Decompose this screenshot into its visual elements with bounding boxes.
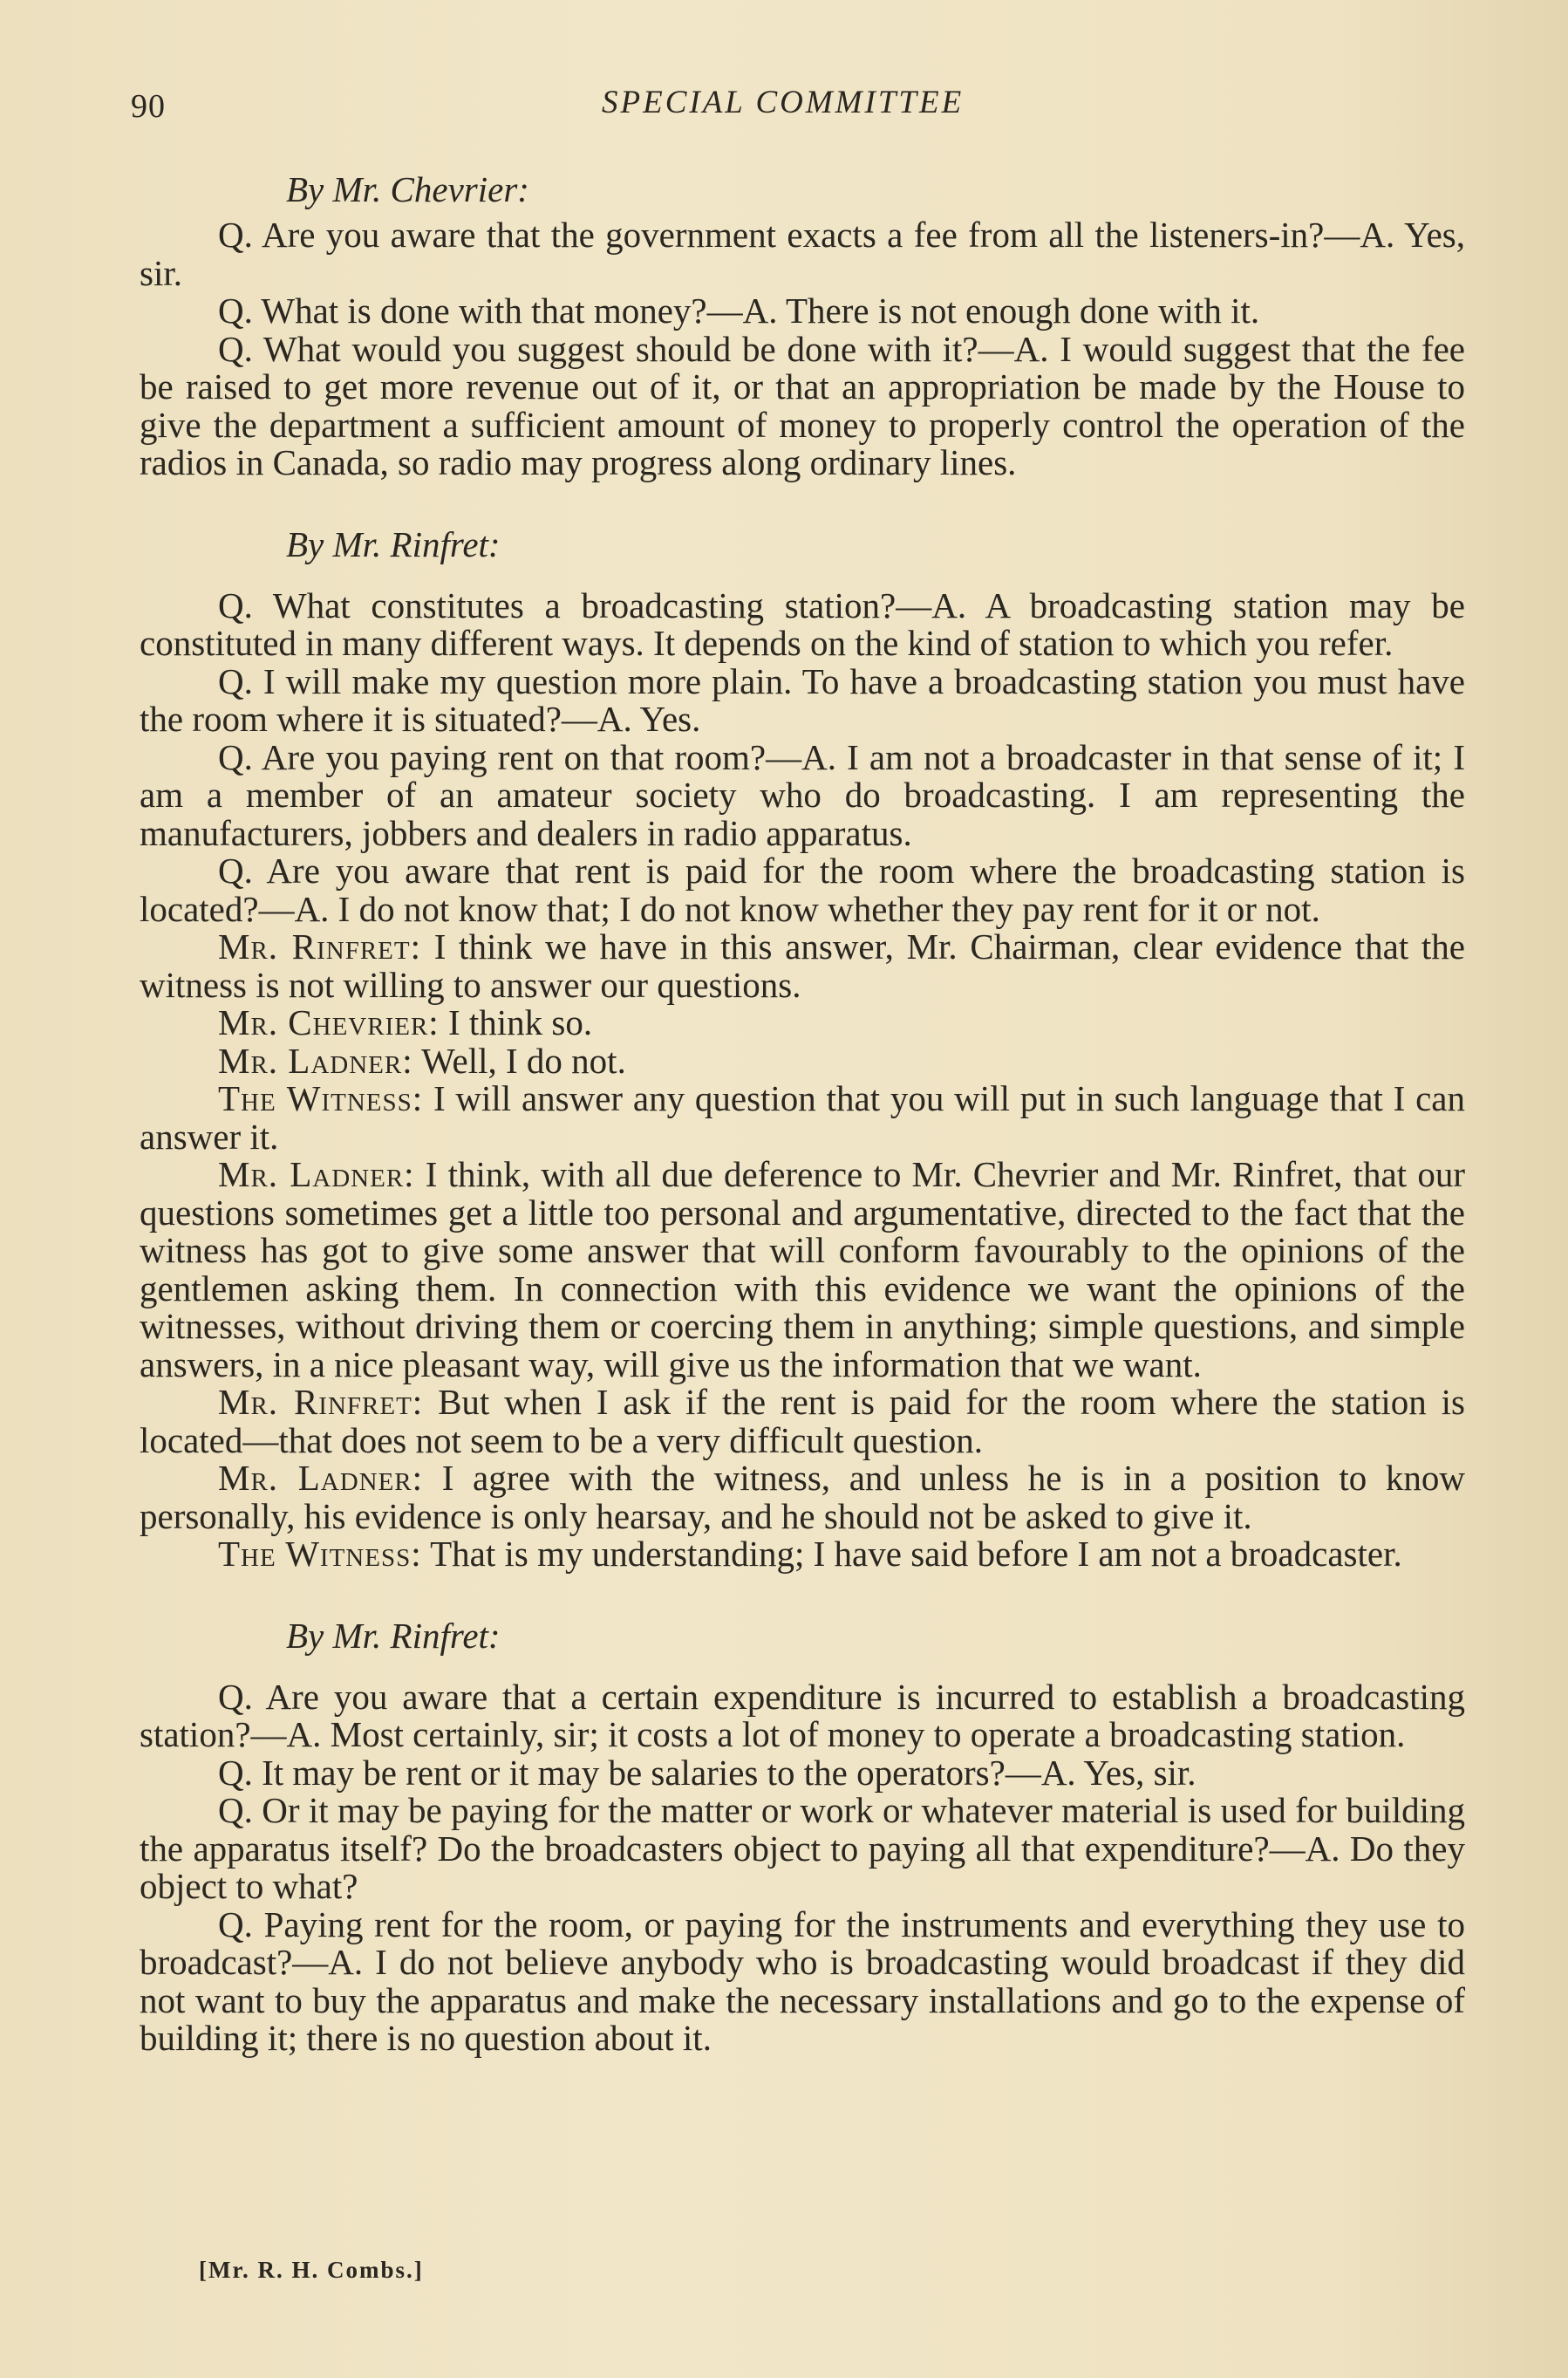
transcript-paragraph [140, 928, 1465, 1004]
paragraph-text: Q. What would you suggest should be done with it?—A. I would suggest that the fee be raised to get more revenue out of it, or that an appropriation be made by the House to give the department a sufficient amount of money to properly control the operation of the radios in Canada, so radio may progress along ordinary lines. [140, 328, 1465, 482]
paragraph-text: I agree with the witness, and unless he is in a position to know personally, his evidence is only hearsay, and he should not be asked to give it. [140, 1458, 1465, 1536]
transcript-paragraph [140, 1080, 1465, 1156]
page-number: 90 [131, 88, 166, 125]
transcript-paragraph [140, 328, 1465, 482]
paragraph-text: I think so. [439, 1002, 593, 1042]
transcript-body [140, 166, 1465, 2058]
paragraph-text: Q. What constitutes a broadcasting station?—A. A broadcasting station may be constituted in many different ways. It depends on the kind of station to which you refer. [140, 584, 1465, 663]
paragraph-text: Q. Are you aware that rent is paid for the room where the broadcasting station is located?—A. I do not know that; I do not know whether they pay rent for it or not. [140, 851, 1465, 929]
speaker-name: Mr. Ladner: [218, 1154, 415, 1194]
transcript-paragraph [140, 852, 1465, 928]
paragraph-text: Q. Are you aware that a certain expenditure is incurred to establish a broadcasting station?—A. Most certainly, sir; it costs a lot of money to operate a broadcasting station. [140, 1676, 1465, 1754]
transcript-paragraph [140, 292, 1465, 331]
paragraph-text: Q. Or it may be paying for the matter or work or whatever material is used for building the apparatus itself? Do the broadcasters object to paying all that expenditure?—A. Do they object to what? [140, 1790, 1465, 1906]
speaker-name: Mr. Ladner: [218, 1040, 413, 1081]
transcript-paragraph [140, 736, 1465, 853]
paragraph-text: Well, I do not. [412, 1040, 626, 1081]
paragraph-text: Q. Are you aware that the government exacts a fee from all the listeners-in?—A. Yes, sir. [140, 215, 1465, 293]
transcript-paragraph [140, 1004, 1465, 1042]
witness-footer-note: [Mr. R. H. Combs.] [199, 2257, 424, 2283]
speaker-name: The Witness: [218, 1534, 422, 1574]
speaker-name: The Witness: [218, 1078, 424, 1118]
paragraph-text: That is my understanding; I have said before I am not a broadcaster. [421, 1534, 1402, 1574]
examiner-by-line: By Mr. Chevrier: [286, 169, 529, 209]
examiner-by-line: By Mr. Rinfret: [286, 523, 501, 564]
paragraph-text: Q. Are you paying rent on that room?—A. I am not a broadcaster in that sense of it; I am a member of an amateur society who do broadcasting. I am representing the manufacturers, jobbers and dealers in radio apparatus. [140, 736, 1465, 853]
speaker-name: Mr. Ladner: [218, 1458, 424, 1498]
transcript-paragraph [140, 1459, 1465, 1535]
paragraph-text: Q. It may be rent or it may be salaries to the operators?—A. Yes, sir. [218, 1752, 1196, 1793]
transcript-paragraph [140, 1754, 1465, 1793]
paragraph-text: Q. Paying rent for the room, or paying for the instruments and everything they use to broadcast?—A. I do not believe anybody who is broadcasting would broadcast if they did not want to buy the apparatus and make the necessary installations and go to the expense of building it; there is no question about it. [140, 1903, 1465, 2058]
transcript-paragraph [140, 1156, 1465, 1384]
examiner-by-line: By Mr. Rinfret: [286, 1615, 501, 1656]
transcript-paragraph [140, 1535, 1465, 1574]
page-header [0, 77, 1568, 138]
transcript-paragraph [140, 1903, 1465, 2058]
paragraph-text: But when I ask if the rent is paid for the room where the station is located—that does not seem to be a very difficult question. [140, 1382, 1465, 1460]
paragraph-text: I think we have in this answer, Mr. Chairman, clear evidence that the witness is not willing to answer our questions. [140, 926, 1465, 1005]
paragraph-text: Q. What is done with that money?—A. There is not enough done with it. [218, 290, 1260, 331]
transcript-paragraph [140, 1042, 1465, 1081]
transcript-paragraph [140, 660, 1465, 739]
speaker-name: Mr. Rinfret: [218, 1382, 424, 1422]
transcript-paragraph [140, 1678, 1465, 1754]
transcript-paragraph [140, 216, 1465, 292]
paragraph-text: I think, with all due deference to Mr. Chevrier and Mr. Rinfret, that our questions sometimes get a little too personal and argumentative, directed to the fact that the witness has got to give some answer that will conform favourably to the opinions of the gentlemen asking them. In connection with this evidence we want the opinions of the witnesses, without driving them or coercing them in anything; simple questions, and simple answers, in a nice pleasant way, will give us the information that we want. [140, 1154, 1465, 1384]
running-head: SPECIAL COMMITTEE [602, 85, 965, 120]
speaker-name: Mr. Rinfret: [218, 926, 421, 967]
transcript-paragraph [140, 1792, 1465, 1906]
transcript-paragraph [140, 584, 1465, 663]
transcript-paragraph [140, 1384, 1465, 1459]
speaker-name: Mr. Chevrier: [218, 1002, 440, 1042]
paragraph-text: I will answer any question that you will put in such language that I can answer it. [140, 1078, 1465, 1157]
paragraph-text: Q. I will make my question more plain. To have a broadcasting station you must have the room where it is situated?—A. Yes. [140, 660, 1465, 739]
